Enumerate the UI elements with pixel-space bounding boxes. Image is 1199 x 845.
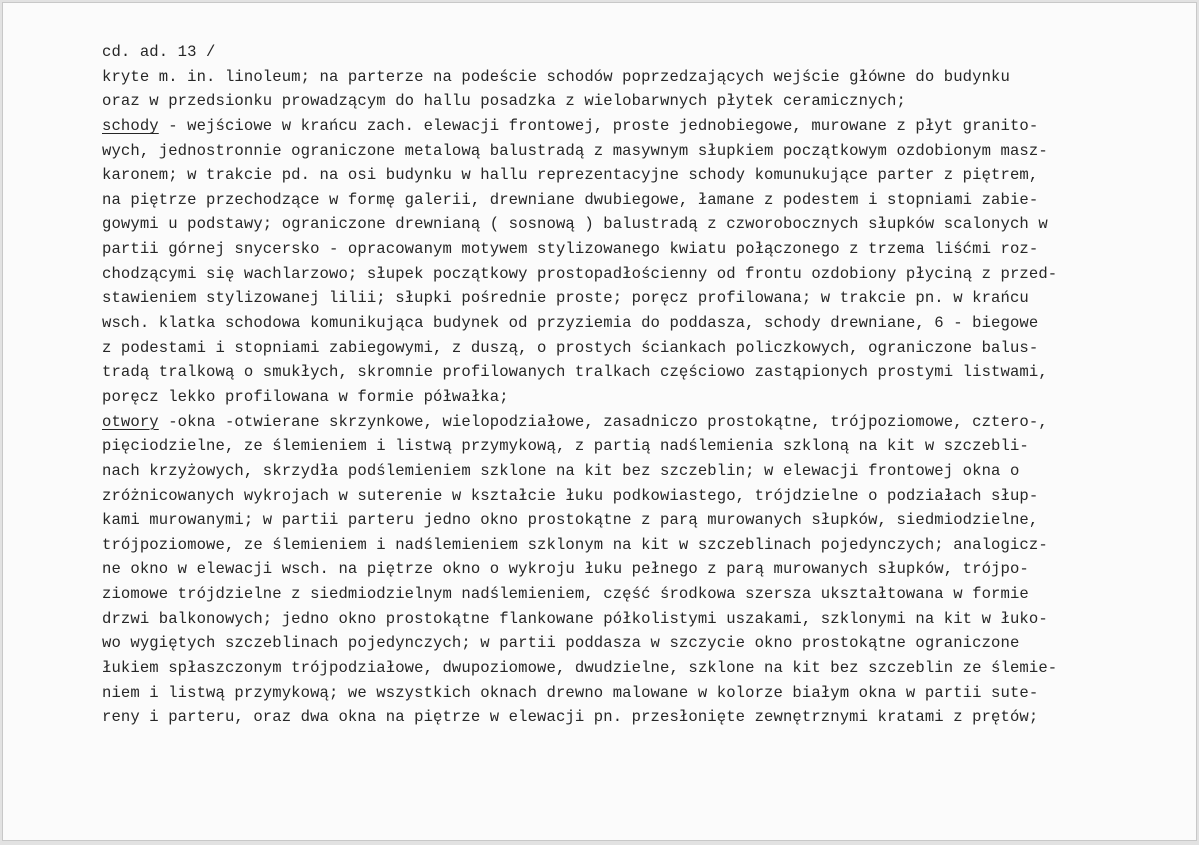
text-line: wo wygiętych szczeblinach pojedynczych; w partii poddasza w szczycie okno prostokątne ograniczone <box>102 634 1020 653</box>
document-body <box>102 40 1137 730</box>
text-line: gowymi u podstawy; ograniczone drewnianą ( sosnową ) balustradą z czworobocznych słupków scalonych w <box>102 215 1048 234</box>
text-line: niem i listwą przymykową; we wszystkich oknach drewno malowane w kolorze białym okna w partii sute- <box>102 683 1039 702</box>
text-line: karonem; w trakcie pd. na osi budynku w hallu reprezentacyjne schody komunukujące parter z piętrem, <box>102 166 1039 185</box>
section-term-schody: schody <box>102 116 159 135</box>
text-line: wych, jednostronnie ograniczone metalową balustradą z masywnym słupkiem początkowym ozdobionym masz- <box>102 141 1048 160</box>
text-line: tradą tralkową o smukłych, skromnie profilowanych tralkach częściowo zastąpionych prostymi listwami, <box>102 363 1048 382</box>
text-line: reny i parteru, oraz dwa okna na piętrze w elewacji pn. przesłonięte zewnętrznymi kratami z prętów; <box>102 708 1039 727</box>
text-line: łukiem spłaszczonym trójpodziałowe, dwupoziomowe, dwudzielne, szklone na kit bez szczeblin ze ślemie- <box>102 659 1058 678</box>
text-line: z podestami i stopniami zabiegowymi, z duszą, o prostych ściankach policzkowych, ograniczone balus- <box>102 338 1039 357</box>
text-line: stawieniem stylizowanej lilii; słupki pośrednie proste; poręcz profilowana; w trakcie pn. w krańcu <box>102 289 1029 308</box>
text-line: ne okno w elewacji wsch. na piętrze okno o wykroju łuku pełnego z parą murowanych słupków, trójpo- <box>102 560 1029 579</box>
text-line: kryte m. in. linoleum; na parterze na podeście schodów poprzedzających wejście główne do budynku <box>102 67 1010 86</box>
text-line: zróżnicowanych wykrojach w suterenie w kształcie łuku podkowiastego, trójdzielne o podziałach słup- <box>102 486 1039 505</box>
text-line: wsch. klatka schodowa komunikująca budynek od przyziemia do poddasza, schody drewniane, 6 - biegowe <box>102 314 1039 333</box>
text-line: ziomowe trójdzielne z siedmiodzielnym nadślemieniem, część środkowa szersza ukształtowana w formie <box>102 585 1029 604</box>
text-line: nach krzyżowych, skrzydła podślemieniem szklone na kit bez szczeblin; w elewacji frontowej okna o <box>102 461 1020 480</box>
text-line: chodzącymi się wachlarzowo; słupek początkowy prostopadłościenny od frontu ozdobiony płyciną z przed- <box>102 264 1058 283</box>
text-line: partii górnej snycersko - opracowanym motywem stylizowanego kwiatu połączonego z trzema liśćmi roz- <box>102 240 1039 259</box>
typewritten-page <box>2 2 1197 841</box>
continuation-heading: cd. ad. 13 / <box>102 43 216 61</box>
text-line: kami murowanymi; w partii parteru jedno okno prostokątne z parą murowanych słupków, siedmiodzielne, <box>102 511 1039 530</box>
text-line: pięciodzielne, ze ślemieniem i listwą przymykową, z partią nadślemienia szkloną na kit w szczebli- <box>102 437 1029 456</box>
text-line: oraz w przedsionku prowadzącym do hallu posadzka z wielobarwnych płytek ceramicznych; <box>102 92 906 111</box>
text-line: na piętrze przechodzące w formę galerii, drewniane dwubiegowe, łamane z podestem i stopniami zabie- <box>102 190 1039 209</box>
text-line: schody - wejściowe w krańcu zach. elewacji frontowej, proste jednobiegowe, murowane z płyt granito- <box>102 116 1039 135</box>
section-term-otwory: otwory <box>102 412 159 431</box>
text-line: trójpoziomowe, ze ślemieniem i nadślemieniem szklonym na kit w szczeblinach pojedynczych; analogicz- <box>102 535 1048 554</box>
text-line: drzwi balkonowych; jedno okno prostokątne flankowane półkolistymi uszakami, szklonymi na kit w łuko- <box>102 609 1048 628</box>
text-line: poręcz lekko profilowana w formie półwałka; <box>102 387 509 406</box>
text-line: otwory -okna -otwierane skrzynkowe, wielopodziałowe, zasadniczo prostokątne, trójpoziomowe, cztero-, <box>102 412 1048 431</box>
